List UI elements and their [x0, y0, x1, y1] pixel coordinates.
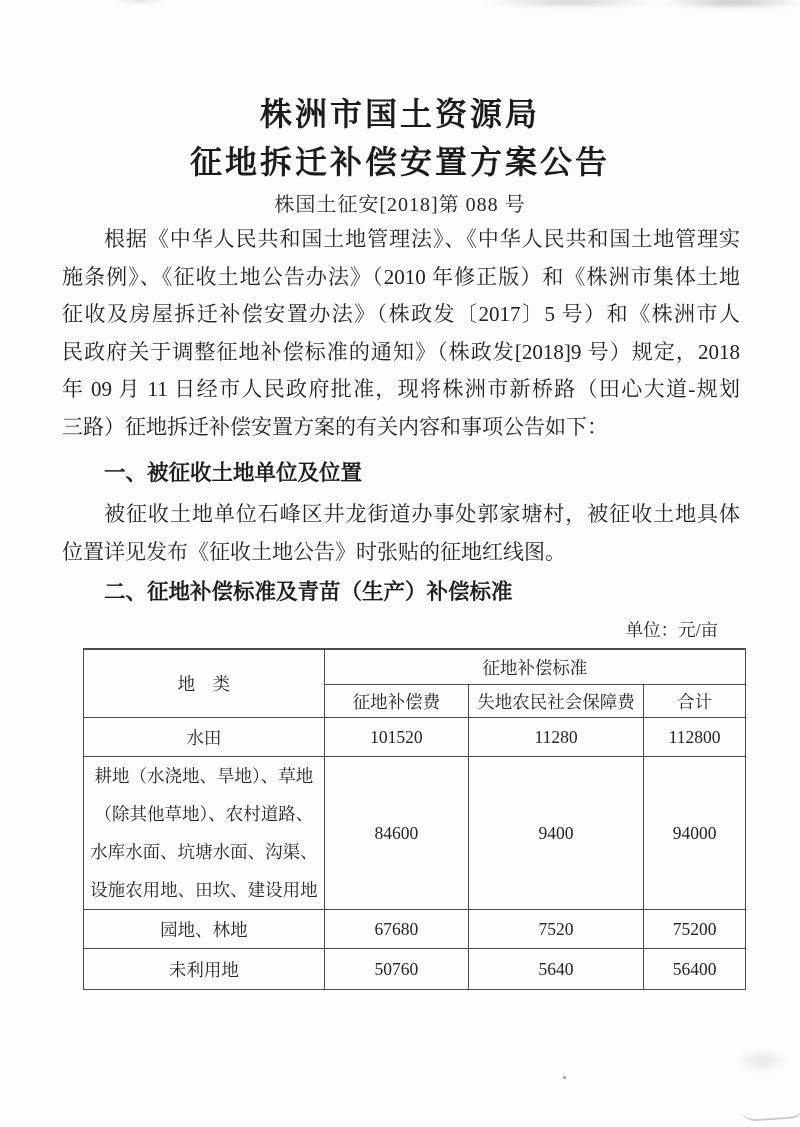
header-cell-social-security: 失地农民社会保障费 [468, 685, 643, 718]
paragraph-line: 根据《中华人民共和国土地管理法》、《中华人民共和国土地管理实 [104, 227, 740, 251]
cell-fee: 101520 [324, 718, 468, 757]
paragraph-line: 民政府关于调整征地补偿标准的通知》（株政发[2018]9 号）规定，2018 [62, 339, 740, 364]
compensation-standards-table [83, 648, 746, 990]
header-cell-total: 合计 [644, 685, 746, 718]
header-cell-land-type: 地 类 [84, 649, 325, 718]
table-unit-label: 单位：元/亩 [625, 620, 718, 640]
table-row [84, 757, 746, 910]
table-row [84, 910, 746, 949]
section2-heading: 二、征地补偿标准及青苗（生产）补偿标准 [104, 580, 513, 604]
cell-land-type: 未利用地 [84, 949, 325, 990]
document-number: 株国土征安[2018]第 088 号 [274, 194, 526, 216]
section1-heading: 一、被征收土地单位及位置 [104, 461, 363, 485]
cell-social-security: 7520 [468, 910, 643, 949]
paragraph-line: 位置详见发布《征收土地公告》时张贴的征地红线图。 [62, 539, 566, 564]
cell-land-type: 耕地（水浇地、旱地）、草地（除其他草地）、农村道路、水库水面、坑塘水面、沟渠、设施农用地、田坎、建设用地 [84, 757, 325, 910]
cell-social-security: 9400 [468, 757, 643, 910]
section1-paragraph [62, 496, 740, 571]
cell-fee: 84600 [324, 757, 468, 910]
scan-artifact-page-curl [741, 1096, 800, 1122]
cell-fee: 67680 [324, 910, 468, 949]
paragraph-line: 被征收土地单位石峰区井龙街道办事处郭家塘村，被征收土地具体 [104, 502, 740, 526]
scan-artifact-top-left [110, 0, 170, 4]
compensation-table-section [83, 617, 746, 990]
paragraph-line: 三路）征地拆迁补偿安置方案的有关内容和事项公告如下： [62, 414, 608, 439]
cell-land-type: 园地、林地 [84, 910, 325, 949]
announcement-title: 征地拆迁补偿安置方案公告 [189, 144, 610, 180]
cell-total: 94000 [644, 757, 746, 910]
paragraph-line: 施条例》、《征收土地公告办法》（2010 年修正版）和《株洲市集体土地 [62, 264, 740, 289]
document-body [62, 221, 740, 611]
cell-total: 56400 [644, 949, 746, 990]
table-row [84, 718, 746, 757]
scan-artifact-top-middle [480, 0, 660, 8]
paragraph-line: 年 09 月 11 日经市人民政府批准，现将株洲市新桥路（田心大道-规划 [62, 377, 740, 401]
header-cell-group: 征地补偿标准 [324, 649, 745, 685]
cell-total: 75200 [644, 910, 746, 949]
agency-title: 株洲市国土资源局 [259, 96, 540, 132]
cell-total: 112800 [644, 718, 746, 757]
document-header [0, 0, 800, 219]
paragraph-line: 征收及房屋拆迁补偿安置办法》（株政发〔2017〕5 号）和《株洲市人 [62, 302, 740, 326]
table-header-row-group [84, 649, 746, 685]
scan-artifact-bottom-right-blotch [735, 1048, 790, 1074]
cell-land-type: 水田 [84, 718, 325, 757]
scan-artifact-speck [563, 1076, 566, 1079]
cell-social-security: 5640 [468, 949, 643, 990]
table-row [84, 949, 746, 990]
cell-fee: 50760 [324, 949, 468, 990]
scan-artifact-top-right [660, 0, 800, 9]
header-cell-fee: 征地补偿费 [324, 685, 468, 718]
cell-social-security: 11280 [468, 718, 643, 757]
